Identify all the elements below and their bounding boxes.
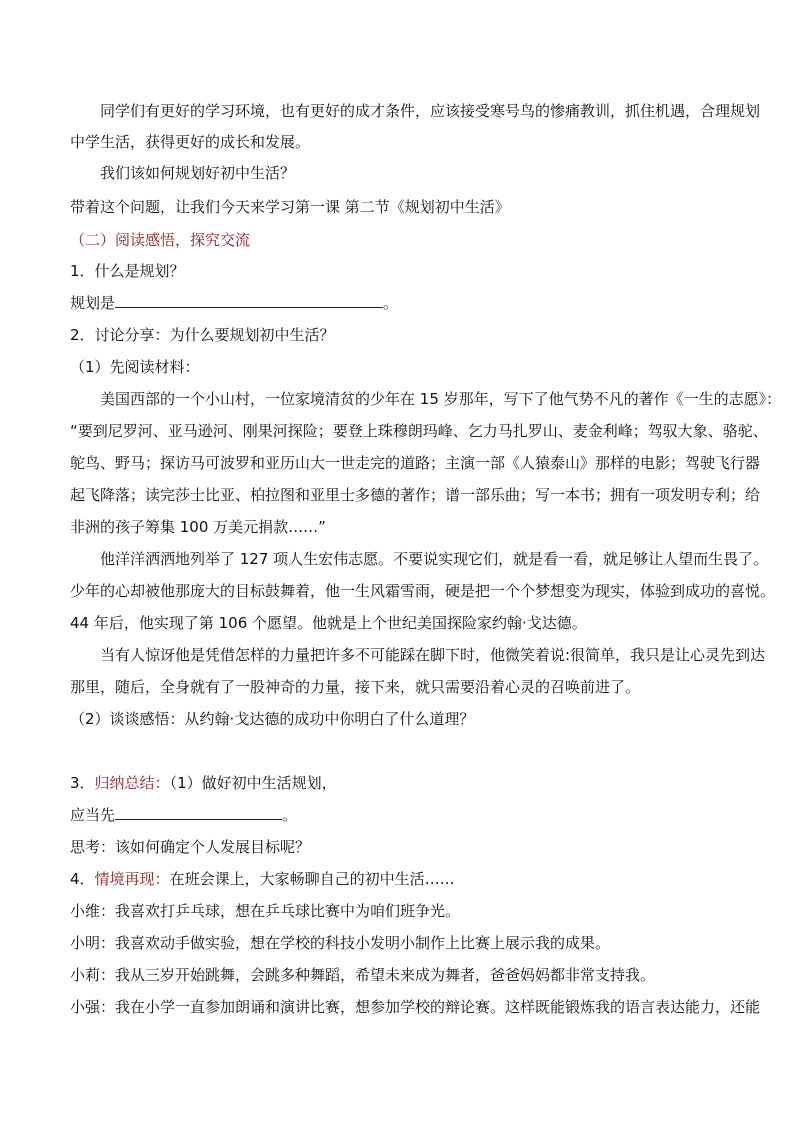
- material-line: 非洲的孩子筹集 100 万美元捐款……”: [70, 518, 326, 536]
- answer-blank[interactable]: [115, 805, 282, 820]
- question-label: 情境再现：: [94, 870, 170, 888]
- intro-text: 带着这个问题，让我们今天来学习第一课 第二节《规划初中生活》: [70, 198, 510, 216]
- fill-suffix: 。: [383, 294, 399, 312]
- material-line: 那里，随后，全身就有了一股神奇的力量，接下来，就只需要沿着心灵的召唤前进了。: [70, 678, 641, 696]
- question-number: 4．: [70, 870, 95, 888]
- fill-suffix: 。: [282, 806, 298, 824]
- material-line: 他洋洋洒洒地列举了 127 项人生宏伟志愿。不要说实现它们，就是看一看，就足够让人望而生畏了。: [100, 550, 769, 568]
- fill-prefix: 规划是: [70, 294, 116, 312]
- sub-question: （1）先阅读材料：: [70, 358, 200, 376]
- paragraph-line: 中学生活，获得更好的成长和发展。: [70, 133, 311, 151]
- dialogue-line: 小维：我喜欢打乒乓球，想在乒乓球比赛中为咱们班争光。: [70, 902, 461, 920]
- question-text: （1）做好初中生活规划，: [169, 774, 337, 792]
- dialogue-line: 小莉：我从三岁开始跳舞，会跳多种舞蹈，希望未来成为舞者，爸爸妈妈都非常支持我。: [70, 966, 656, 984]
- question-4: [70, 869, 754, 889]
- fill-in-line: [70, 293, 754, 313]
- paragraph-line: 同学们有更好的学习环境，也有更好的成才条件，应该接受寒号鸟的惨痛教训，抓住机遇，合理规划: [100, 102, 761, 120]
- dialogue-line: 小明：我喜欢动手做实验，想在学校的科技小发明小制作上比赛上展示我的成果。: [70, 934, 611, 952]
- dialogue-line: 小强：我在小学一直参加朗诵和演讲比赛，想参加学校的辩论赛。这样既能锻炼我的语言表达能力，还能: [70, 998, 761, 1016]
- fill-in-line: [70, 805, 754, 825]
- material-line: 当有人惊讶他是凭借怎样的力量把许多不可能踩在脚下时，他微笑着说:很简单，我只是让心灵先到达: [100, 646, 766, 664]
- material-line: 44 年后，他实现了第 106 个愿望。他就是上个世纪美国探险家约翰·戈达德。: [70, 614, 587, 632]
- material-line: 少年的心却被他那庞大的目标鼓舞着，他一生风霜雪雨，硬是把一个个梦想变为现实，体验到成功的喜悦。: [70, 582, 776, 600]
- material-line: “要到尼罗河、亚马逊河、刚果河探险；要登上珠穆朗玛峰、乞力马扎罗山、麦金利峰；驾驭大象、骆驼、: [70, 422, 768, 440]
- answer-blank[interactable]: [115, 293, 383, 308]
- question-1: 1．什么是规划？: [70, 262, 185, 280]
- question-number: 3．: [70, 774, 95, 792]
- material-line: 美国西部的一个小山村，一位家境清贫的少年在 15 岁那年，写下了他气势不凡的著作《一生的志愿》：: [100, 390, 782, 408]
- fill-prefix: 应当先: [70, 806, 116, 824]
- question-text: 我们该如何规划好初中生活？: [100, 164, 296, 182]
- sub-question: （2）谈谈感悟：从约翰·戈达德的成功中你明白了什么道理？: [70, 710, 475, 728]
- material-line: 鸵鸟、野马；探访马可波罗和亚历山大一世走完的道路；主演一部《人猿泰山》那样的电影；驾驶飞行器: [70, 454, 761, 472]
- material-line: 起飞降落；读完莎士比亚、柏拉图和亚里士多德的著作；谱一部乐曲；写一本书；拥有一项发明专利；给: [70, 486, 761, 504]
- question-label: 归纳总结：: [94, 774, 170, 792]
- question-3: [70, 773, 754, 793]
- question-2: 2．讨论分享：为什么要规划初中生活？: [70, 326, 335, 344]
- think-prompt: 思考：该如何确定个人发展目标呢？: [70, 838, 311, 856]
- question-text: 在班会课上，大家畅聊自己的初中生活……: [169, 870, 455, 888]
- section-heading: （二）阅读感悟，探究交流: [70, 231, 251, 249]
